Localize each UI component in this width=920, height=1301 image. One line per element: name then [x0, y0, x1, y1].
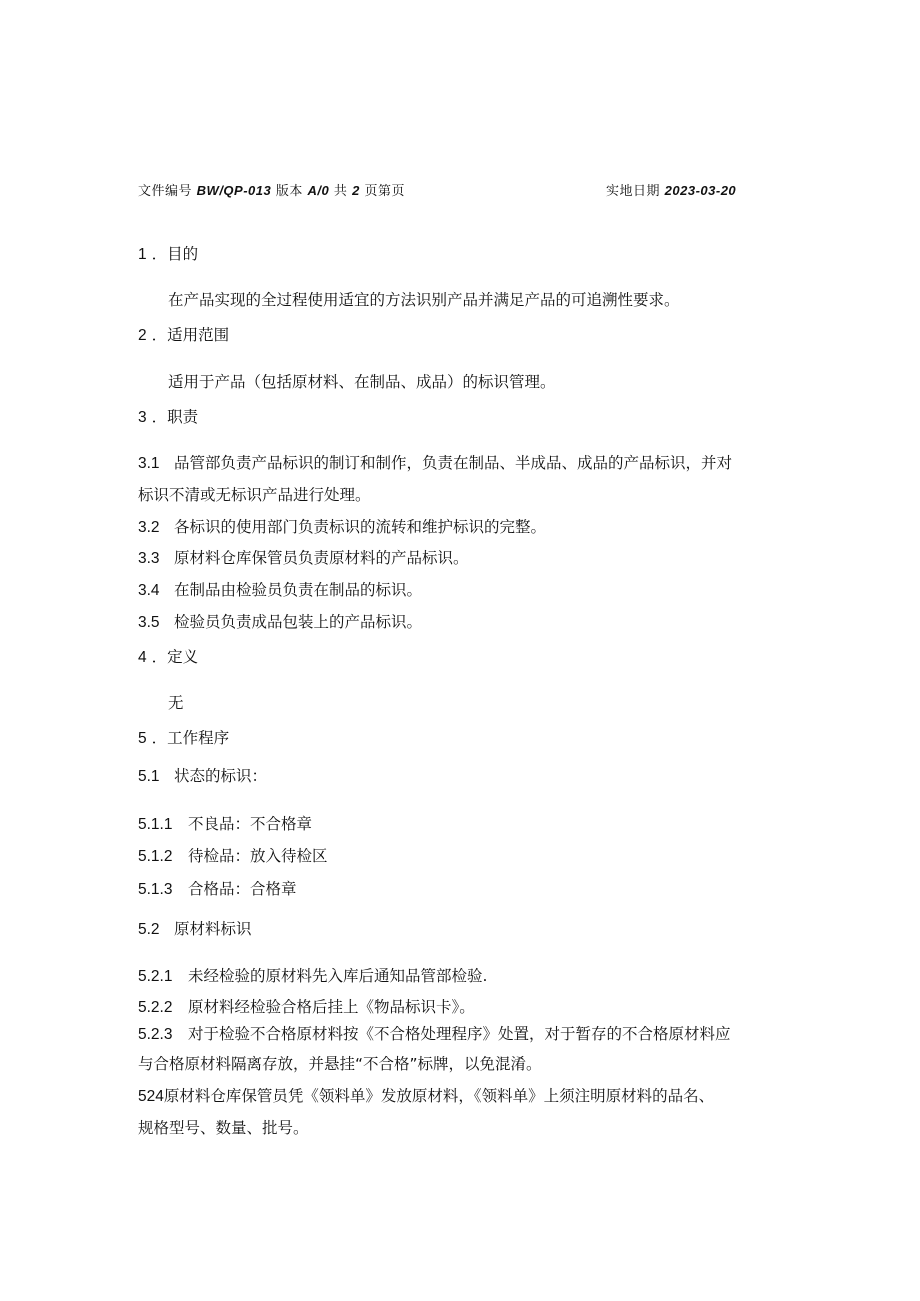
section-number: 5: [138, 730, 147, 747]
section-title: ．适用范围: [151, 326, 230, 344]
item-5-2-1: [138, 965, 487, 988]
item-5-1: [138, 765, 267, 788]
item-3-5: [138, 611, 422, 634]
section-1-heading: [138, 243, 198, 266]
section-number: 3: [138, 409, 147, 426]
item-number: 5.2: [138, 921, 160, 938]
item-number: 3.3: [138, 550, 160, 567]
item-text: 合格品：合格章: [188, 880, 297, 898]
item-number: 5.2.2: [138, 999, 173, 1016]
item-text: 品管部负责产品标识的制订和制作，负责在制品、半成品、成品的产品标识，并对: [174, 454, 733, 472]
section-2-body: 适用于产品（包括原材料、在制品、成品）的标识管理。: [168, 373, 556, 391]
section-4-body: 无: [168, 694, 184, 712]
item-text: 原材料经检验合格后挂上《物品标识卡》。: [188, 998, 475, 1016]
item-number: 5.1: [138, 768, 160, 785]
section-title: ．目的: [151, 245, 199, 263]
item-5-2-4-cont: 规格型号、数量、批号。: [138, 1119, 309, 1137]
item-5-1-1: [138, 813, 312, 836]
item-3-2: [138, 516, 546, 539]
item-3-1-cont: 标识不清或无标识产品进行处理。: [138, 486, 371, 504]
item-5-1-3: [138, 878, 297, 901]
item-5-2-3-cont: 与合格原材料隔离存放，并悬挂“不合格”标牌，以免混淆。: [138, 1055, 542, 1073]
doc-header-right: [606, 180, 736, 199]
item-number: 3.2: [138, 519, 160, 536]
pages-label-2: 页第页: [364, 184, 405, 199]
item-number: 3.1: [138, 455, 160, 472]
version-label: 版本: [275, 184, 303, 199]
section-3-heading: [138, 406, 198, 429]
item-5-1-2: [138, 845, 328, 868]
section-4-heading: [138, 646, 198, 669]
date-label: 实地日期: [606, 184, 661, 199]
item-number: 3.4: [138, 582, 160, 599]
item-text: 原材料标识: [174, 920, 252, 938]
item-number: 5.1.3: [138, 881, 173, 898]
item-text: 对于检验不合格原材料按《不合格处理程序》处置，对于暂存的不合格原材料应: [188, 1025, 731, 1043]
item-text: 待检品：放入待检区: [188, 847, 328, 865]
item-text: 原材料仓库保管员负责原材料的产品标识。: [174, 549, 469, 567]
section-number: 1: [138, 246, 147, 263]
section-title: ．工作程序: [151, 729, 230, 747]
item-text: 状态的标识：: [174, 767, 268, 785]
section-2-heading: [138, 324, 229, 347]
item-number: 5.1.1: [138, 816, 173, 833]
item-3-3: [138, 547, 469, 570]
section-1-body: 在产品实现的全过程使用适宜的方法识别产品并满足产品的可追溯性要求。: [168, 291, 680, 309]
doc-header-left: [138, 180, 405, 199]
date-value: 2023-03-20: [664, 183, 737, 198]
item-text: 未经检验的原材料先入库后通知品管部检验.: [188, 967, 488, 985]
item-5-2-4: [138, 1085, 714, 1108]
doc-number: BW/QP-013: [196, 183, 272, 198]
item-5-2: [138, 918, 252, 941]
item-5-2-3: [138, 1023, 731, 1046]
item-text: 不良品：不合格章: [188, 815, 313, 833]
section-title: ．定义: [151, 648, 199, 666]
item-3-1: [138, 452, 732, 475]
pages-value: 2: [352, 183, 360, 198]
item-number: 5.1.2: [138, 848, 173, 865]
item-text: 检验员负责成品包装上的产品标识。: [174, 613, 423, 631]
item-number: 524: [138, 1088, 164, 1105]
section-title: ．职责: [151, 408, 199, 426]
section-number: 2: [138, 327, 147, 344]
section-5-heading: [138, 727, 229, 750]
item-text: 在制品由检验员负责在制品的标识。: [174, 581, 423, 599]
item-5-2-2: [138, 996, 475, 1019]
section-number: 4: [138, 649, 147, 666]
item-number: 5.2.3: [138, 1026, 173, 1043]
item-text: 原材料仓库保管员凭《领料单》发放原材料，《领料单》上须注明原材料的品名、: [163, 1087, 715, 1105]
item-number: 5.2.1: [138, 968, 173, 985]
doc-number-label: 文件编号: [138, 184, 193, 199]
item-text: 各标识的使用部门负责标识的流转和维护标识的完整。: [174, 518, 547, 536]
item-number: 3.5: [138, 614, 160, 631]
pages-label-1: 共: [333, 184, 348, 199]
version-value: A/0: [307, 183, 330, 198]
item-3-4: [138, 579, 422, 602]
